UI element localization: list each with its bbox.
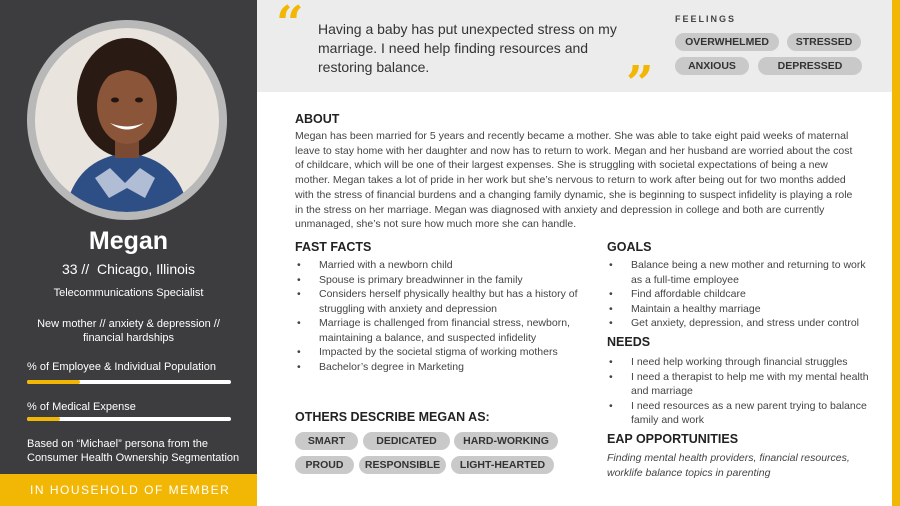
needs-list (607, 355, 877, 428)
trait-pill: SMART (295, 432, 358, 450)
needs-title: NEEDS (607, 335, 651, 349)
trait-pill: LIGHT-HEARTED (451, 456, 554, 474)
about-text: Megan has been married for 5 years and recently became a mother. She was able to take eight paid weeks of maternal leave to stay home with her daughter and now has to return to work. Megan and her husband are worried about the cost of childcare, which will be one of their largest expenses. She is struggling with societal expectations of being a new mother. Megan takes a lot of pride in her work but she’s nervous to return to work after being out for two months added with the stress of financial burdens and a changing family dynamic, she is beginning to suspect infidelity is playing a role in the stress on her marriage. Megan was diagnosed with anxiety and depression in college and both are currently unmanaged, she’s not sure how much more she can handle. (295, 130, 853, 231)
list-item: • Balance being a new mother and returning to work as a full-time employee (607, 258, 877, 287)
list-item: • I need resources as a new parent trying to balance family and work (607, 399, 877, 428)
list-item: • Marriage is challenged from financial stress, newborn, maintaining a balance, and suspected infidelity (295, 316, 595, 345)
trait-pill: HARD-WORKING (454, 432, 558, 450)
others-describe-title: OTHERS DESCRIBE MEGAN AS: (295, 410, 490, 424)
about-title: ABOUT (295, 112, 340, 126)
avatar-frame (27, 20, 227, 220)
list-item: • Bachelor’s degree in Marketing (295, 360, 595, 375)
metric-bar-expense (27, 417, 231, 421)
trait-pill: PROUD (295, 456, 354, 474)
eap-title: EAP OPPORTUNITIES (607, 432, 739, 446)
trait-pill: RESPONSIBLE (359, 456, 446, 474)
list-item: • I need help working through financial struggles (607, 355, 877, 370)
metric-bar-fill (27, 380, 80, 384)
persona-age: 33 // (61, 261, 90, 277)
list-item: • I need a therapist to help me with my mental health and marriage (607, 370, 877, 399)
persona-sidebar (0, 0, 257, 506)
list-item: • Find affordable childcare (607, 287, 877, 302)
fast-facts-title: FAST FACTS (295, 240, 372, 254)
trait-pill: DEDICATED (363, 432, 450, 450)
metric-bar-fill (27, 417, 60, 421)
close-quote-icon: ” (626, 56, 654, 112)
feeling-pill: DEPRESSED (758, 57, 862, 75)
feeling-pill: OVERWHELMED (675, 33, 779, 51)
feeling-pill: ANXIOUS (675, 57, 749, 75)
age-location (0, 261, 257, 277)
list-item: • Maintain a healthy marriage (607, 302, 877, 317)
metric-label-population: % of Employee & Individual Population (27, 361, 216, 373)
list-item: • Considers herself physically healthy but has a history of struggling with anxiety and depression (295, 287, 595, 316)
goals-list (607, 258, 877, 331)
persona-quote: Having a baby has put unexpected stress on my marriage. I need help finding resources and restoring balance. (318, 21, 617, 75)
list-item: • Impacted by the societal stigma of working mothers (295, 345, 595, 360)
list-item: • Spouse is primary breadwinner in the family (295, 273, 595, 288)
persona-name: Megan (88, 227, 169, 255)
open-quote-icon: “ (276, 0, 304, 52)
persona-location: Chicago, Illinois (96, 261, 196, 277)
household-banner: IN HOUSEHOLD OF MEMBER (0, 474, 257, 506)
list-item: • Get anxiety, depression, and stress under control (607, 316, 877, 331)
goals-title: GOALS (607, 240, 652, 254)
persona-occupation: Telecommunications Specialist (53, 287, 204, 299)
feelings-title: FEELINGS (675, 14, 737, 24)
fast-facts-list (295, 258, 595, 374)
metric-label-expense: % of Medical Expense (27, 401, 136, 413)
list-item: • Married with a newborn child (295, 258, 595, 273)
accent-stripe (892, 0, 900, 506)
avatar (35, 28, 219, 212)
metric-bar-population (27, 380, 231, 384)
feeling-pill: STRESSED (787, 33, 861, 51)
eap-text: Finding mental health providers, financial resources, worklife balance topics in parenting (607, 452, 850, 479)
persona-conditions: New mother // anxiety & depression // financial hardships (37, 318, 220, 344)
persona-source-note: Based on “Michael” persona from the Consumer Health Ownership Segmentation (27, 438, 240, 464)
